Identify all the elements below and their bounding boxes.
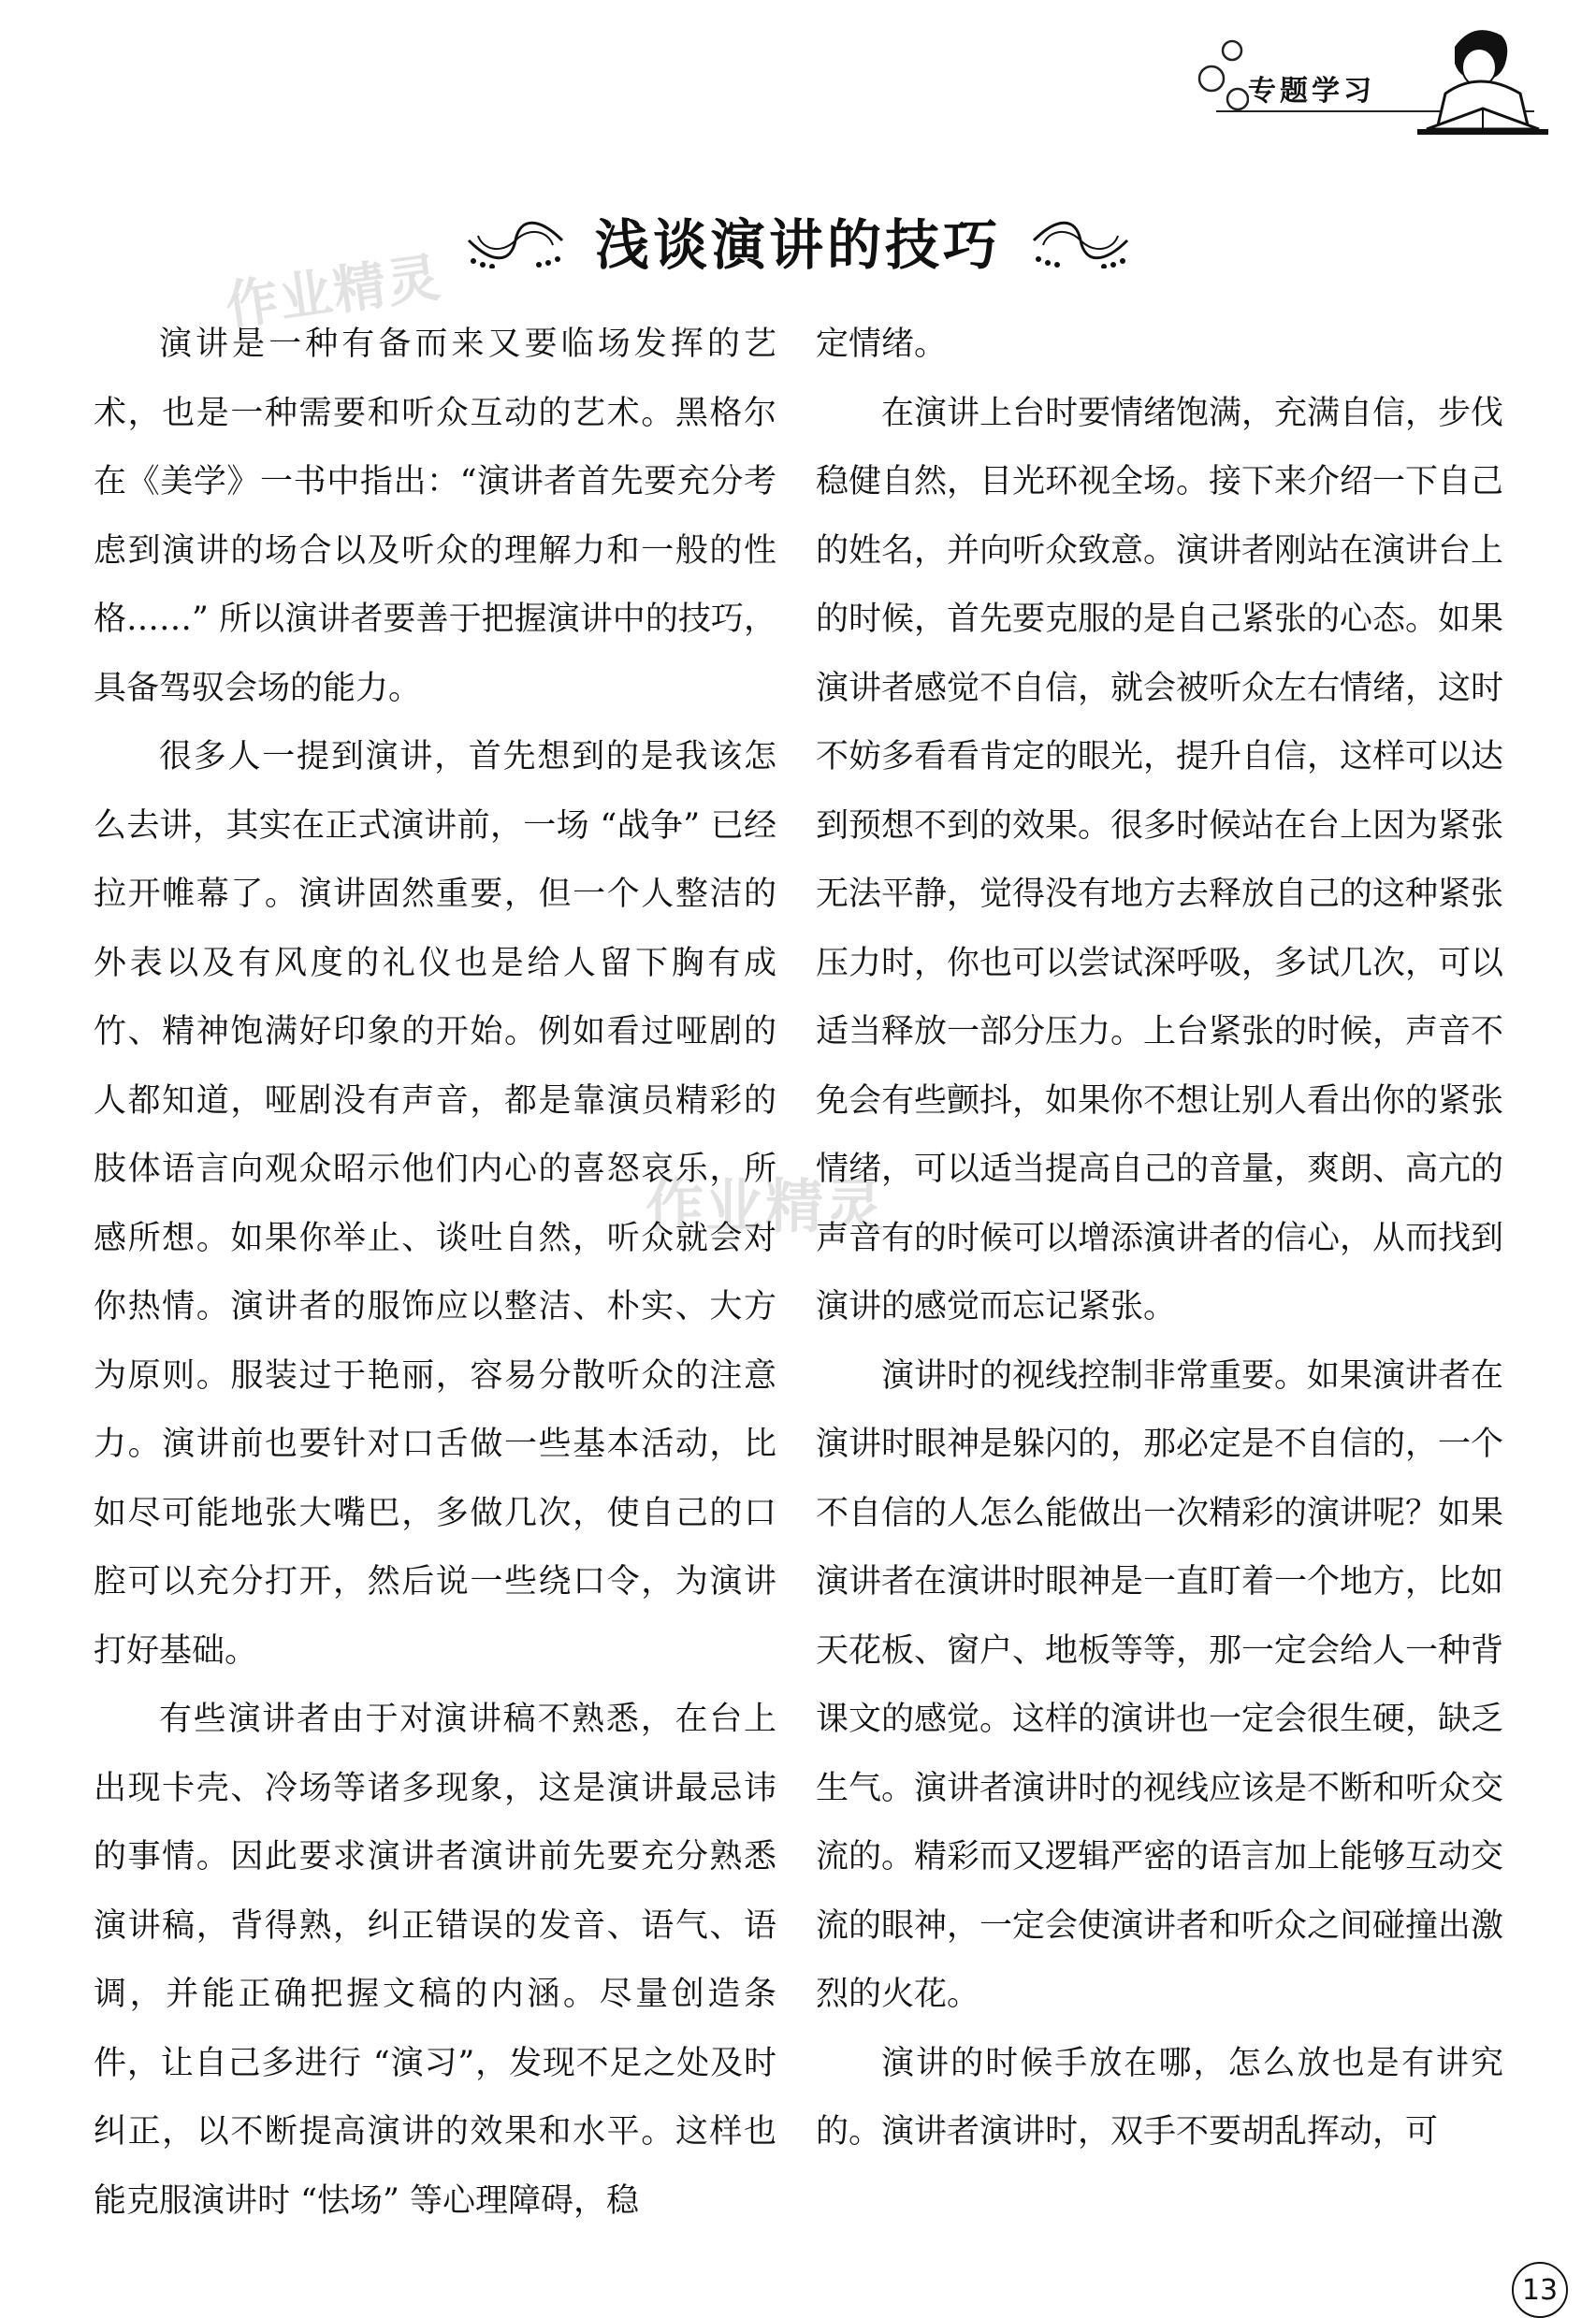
- paragraph-familiarity: 有些演讲者由于对演讲稿不熟悉，在台上出现卡壳、冷场等诸多现象，这是演讲最忌讳的事情。因此要求演讲者演讲前先要充分熟悉演讲稿，背得熟，纠正错误的发音、语气、语调，并能正确把握文稿的内涵。尽量创造条件，让自己多进行 “演习”，发现不足之处及时纠正，以不断提高演讲的效果和水平。这样也能克服演讲时 “怯场” 等心理障碍，稳: [94, 1701, 776, 2220]
- article-title: 浅谈演讲的技巧: [594, 213, 1001, 277]
- paragraph-hands: 演讲的时候手放在哪，怎么放也是有讲究的。演讲者演讲时，双手不要胡乱挥动，可: [816, 2044, 1503, 2151]
- right-column: [816, 311, 1503, 2167]
- left-ornament-icon: [464, 212, 567, 268]
- page-number: 13: [1512, 2262, 1568, 2318]
- section-label: 专题学习: [1248, 75, 1375, 108]
- paragraph-preparation: 很多人一提到演讲，首先想到的是我该怎么去讲，其实在正式演讲前，一场 “战争” 已经拉开帷幕了。演讲固然重要，但一个人整洁的外表以及有风度的礼仪也是给人留下胸有成竹、精神饱满好印象的开始。例如看过哑剧的人都知道，哑剧没有声音，都是靠演员精彩的肢体语言向观众昭示他们内心的喜怒哀乐，所感所想。如果你举止、谈吐自然，听众就会对你热情。演讲者的服饰应以整洁、朴实、大方为原则。服装过于艳丽，容易分散听众的注意力。演讲前也要针对口舌做一些基本活动，比如尽可能地张大嘴巴，多做几次，使自己的口腔可以充分打开，然后说一些绕口令，为演讲打好基础。: [94, 738, 776, 1670]
- paragraph-confidence: 在演讲上台时要情绪饱满，充满自信，步伐稳健自然，目光环视全场。接下来介绍一下自己的姓名，并向听众致意。演讲者刚站在演讲台上的时候，首先要克服的是自己紧张的心态。如果演讲者感觉不自信，就会被听众左右情绪，这时不妨多看看肯定的眼光，提升自信，这样可以达到预想不到的效果。很多时候站在台上因为紧张无法平静，觉得没有地方去释放自己的这种紧张压力时，你也可以尝试深呼吸，多试几次，可以适当释放一部分压力。上台紧张的时候，声音不免会有些颤抖，如果你不想让别人看出你的紧张情绪，可以适当提高自己的音量，爽朗、高亢的声音有的时候可以增添演讲者的信心，从而找到演讲的感觉而忘记紧张。: [816, 394, 1504, 1326]
- right-ornament-icon: [1029, 212, 1132, 268]
- left-column: [94, 311, 776, 2236]
- decorative-circles-icon: [1183, 37, 1249, 122]
- watermark-middle: 作业精灵: [646, 1172, 886, 1240]
- watermark-top: 作业精灵: [222, 247, 446, 338]
- paragraph-eye-contact: 演讲时的视线控制非常重要。如果演讲者在演讲时眼神是躲闪的，那必定是不自信的，一个不自信的人怎么能做出一次精彩的演讲呢？如果演讲者在演讲时眼神是一直盯着一个地方，比如天花板、窗户、地板等等，那一定会给人一种背课文的感觉。这样的演讲也一定会很生硬，缺乏生气。演讲者演讲时的视线应该是不断和听众交流的。精彩而又逻辑严密的语言加上能够互动交流的眼神，一定会使演讲者和听众之间碰撞出激烈的火花。: [816, 1356, 1504, 2013]
- paragraph-continuation: 定情绪。: [816, 326, 948, 363]
- student-reading-icon: [1417, 19, 1548, 140]
- paragraph-intro: 演讲是一种有备而来又要临场发挥的艺术，也是一种需要和听众互动的艺术。黑格尔在《美学》一书中指出：“演讲者首先要充分考虑到演讲的场合以及听众的理解力和一般的性格……” 所以演讲者要善于把握演讲中的技巧，具备驾驭会场的能力。: [94, 326, 776, 707]
